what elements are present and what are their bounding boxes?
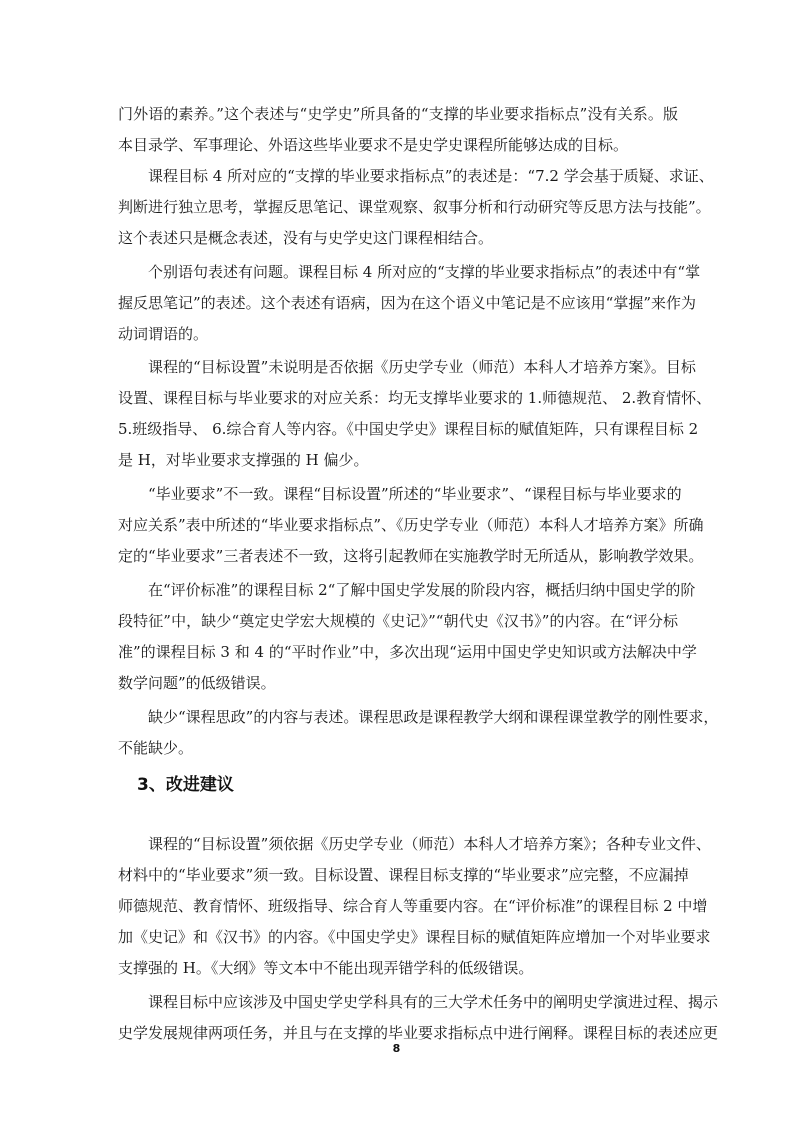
paragraph-line: 史学发展规律两项任务，并且与在支撑的毕业要求指标点中进行阐释。课程目标的表述应更 — [118, 1024, 719, 1042]
paragraph-line: 支撑强的 H。《大纲》等文本中不能出现弄错学科的低级错误。 — [118, 959, 534, 977]
section-heading: 3、改进建议 — [137, 775, 234, 795]
paragraph-line: 动词谓语的。 — [118, 325, 209, 343]
paragraph-line: “毕业要求”不一致。课程“目标设置”所述的“毕业要求”、“课程目标与毕业要求的 — [148, 485, 682, 503]
paragraph-line: 握反思笔记”的表述。这个表述有语病，因为在这个语义中笔记是不应该用“掌握”来作为 — [118, 294, 697, 312]
paragraph-line: 课程目标 4 所对应的“支撑的毕业要求指标点”的表述是：“7.2 学会基于质疑、求证、 — [148, 167, 714, 185]
paragraph-line: 判断进行独立思考，掌握反思笔记、课堂观察、叙事分析和行动研究等反思方法与技能”。 — [118, 198, 711, 216]
paragraph-line: 课程目标中应该涉及中国史学史学科具有的三大学术任务中的阐明史学演进过程、揭示 — [148, 993, 719, 1011]
paragraph-line: 师德规范、教育情怀、班级指导、综合育人等重要内容。在“评价标准”的课程目标 2 中增 — [118, 897, 708, 915]
paragraph-line: 5.班级指导、 6.综合育人等内容。《中国史学史》课程目标的赋值矩阵，只有课程目标 2 — [118, 420, 699, 438]
paragraph-line: 定的“毕业要求”三者表述不一致，这将引起教师在实施教学时无所适从，影响教学效果。 — [118, 547, 704, 565]
paragraph-line: 课程的“目标设置”未说明是否依据《历史学专业（师范）本科人才培养方案》。目标 — [148, 358, 696, 376]
paragraph-line: 对应关系”表中所述的“毕业要求指标点”、《历史学专业（师范）本科人才培养方案》所确 — [118, 516, 704, 534]
paragraph-line: 这个表述只是概念表述，没有与史学史这门课程相结合。 — [118, 229, 494, 247]
paragraph-line: 是 H，对毕业要求支撑强的 H 偏少。 — [118, 451, 369, 469]
paragraph-line: 缺少“课程思政”的内容与表述。课程思政是课程教学大纲和课程课堂教学的刚性要求， — [148, 708, 719, 726]
paragraph-line: 本目录学、军事理论、外语这些毕业要求不是史学史课程所能够达成的目标。 — [118, 136, 629, 154]
paragraph-line: 设置、课程目标与毕业要求的对应关系：均无支撑毕业要求的 1.师德规范、 2.教育情怀、 — [118, 389, 712, 407]
paragraph-line: 不能缺少。 — [118, 739, 194, 757]
paragraph-line: 课程的“目标设置”须依据《历史学专业（师范）本科人才培养方案》；各种专业文件、 — [148, 835, 711, 853]
paragraph-line: 段特征”中，缺少“奠定史学宏大规模的《史记》”“朝代史《汉书》”的内容。在“评分标 — [118, 612, 678, 630]
paragraph-line: 门外语的素养。”这个表述与“史学史”所具备的“支撑的毕业要求指标点”没有关系。版 — [118, 105, 678, 123]
paragraph-line: 准”的课程目标 3 和 4 的“平时作业”中，多次出现“运用中国史学史知识或方法解决中学 — [118, 643, 697, 661]
paragraph-line: 数学问题”的低级错误。 — [118, 674, 276, 692]
paragraph-line: 个别语句表述有问题。课程目标 4 所对应的“支撑的毕业要求指标点”的表述中有“掌 — [148, 263, 701, 281]
page-number: 8 — [392, 1042, 401, 1055]
paragraph-line: 材料中的“毕业要求”须一致。目标设置、课程目标支撑的“毕业要求”应完整，不应漏掉 — [118, 866, 689, 884]
paragraph-line: 在“评价标准”的课程目标 2“了解中国史学发展的阶段内容，概括归纳中国史学的阶 — [148, 581, 696, 599]
paragraph-line: 加《史记》和《汉书》的内容。《中国史学史》课程目标的赋值矩阵应增加一个对毕业要求 — [118, 928, 711, 946]
